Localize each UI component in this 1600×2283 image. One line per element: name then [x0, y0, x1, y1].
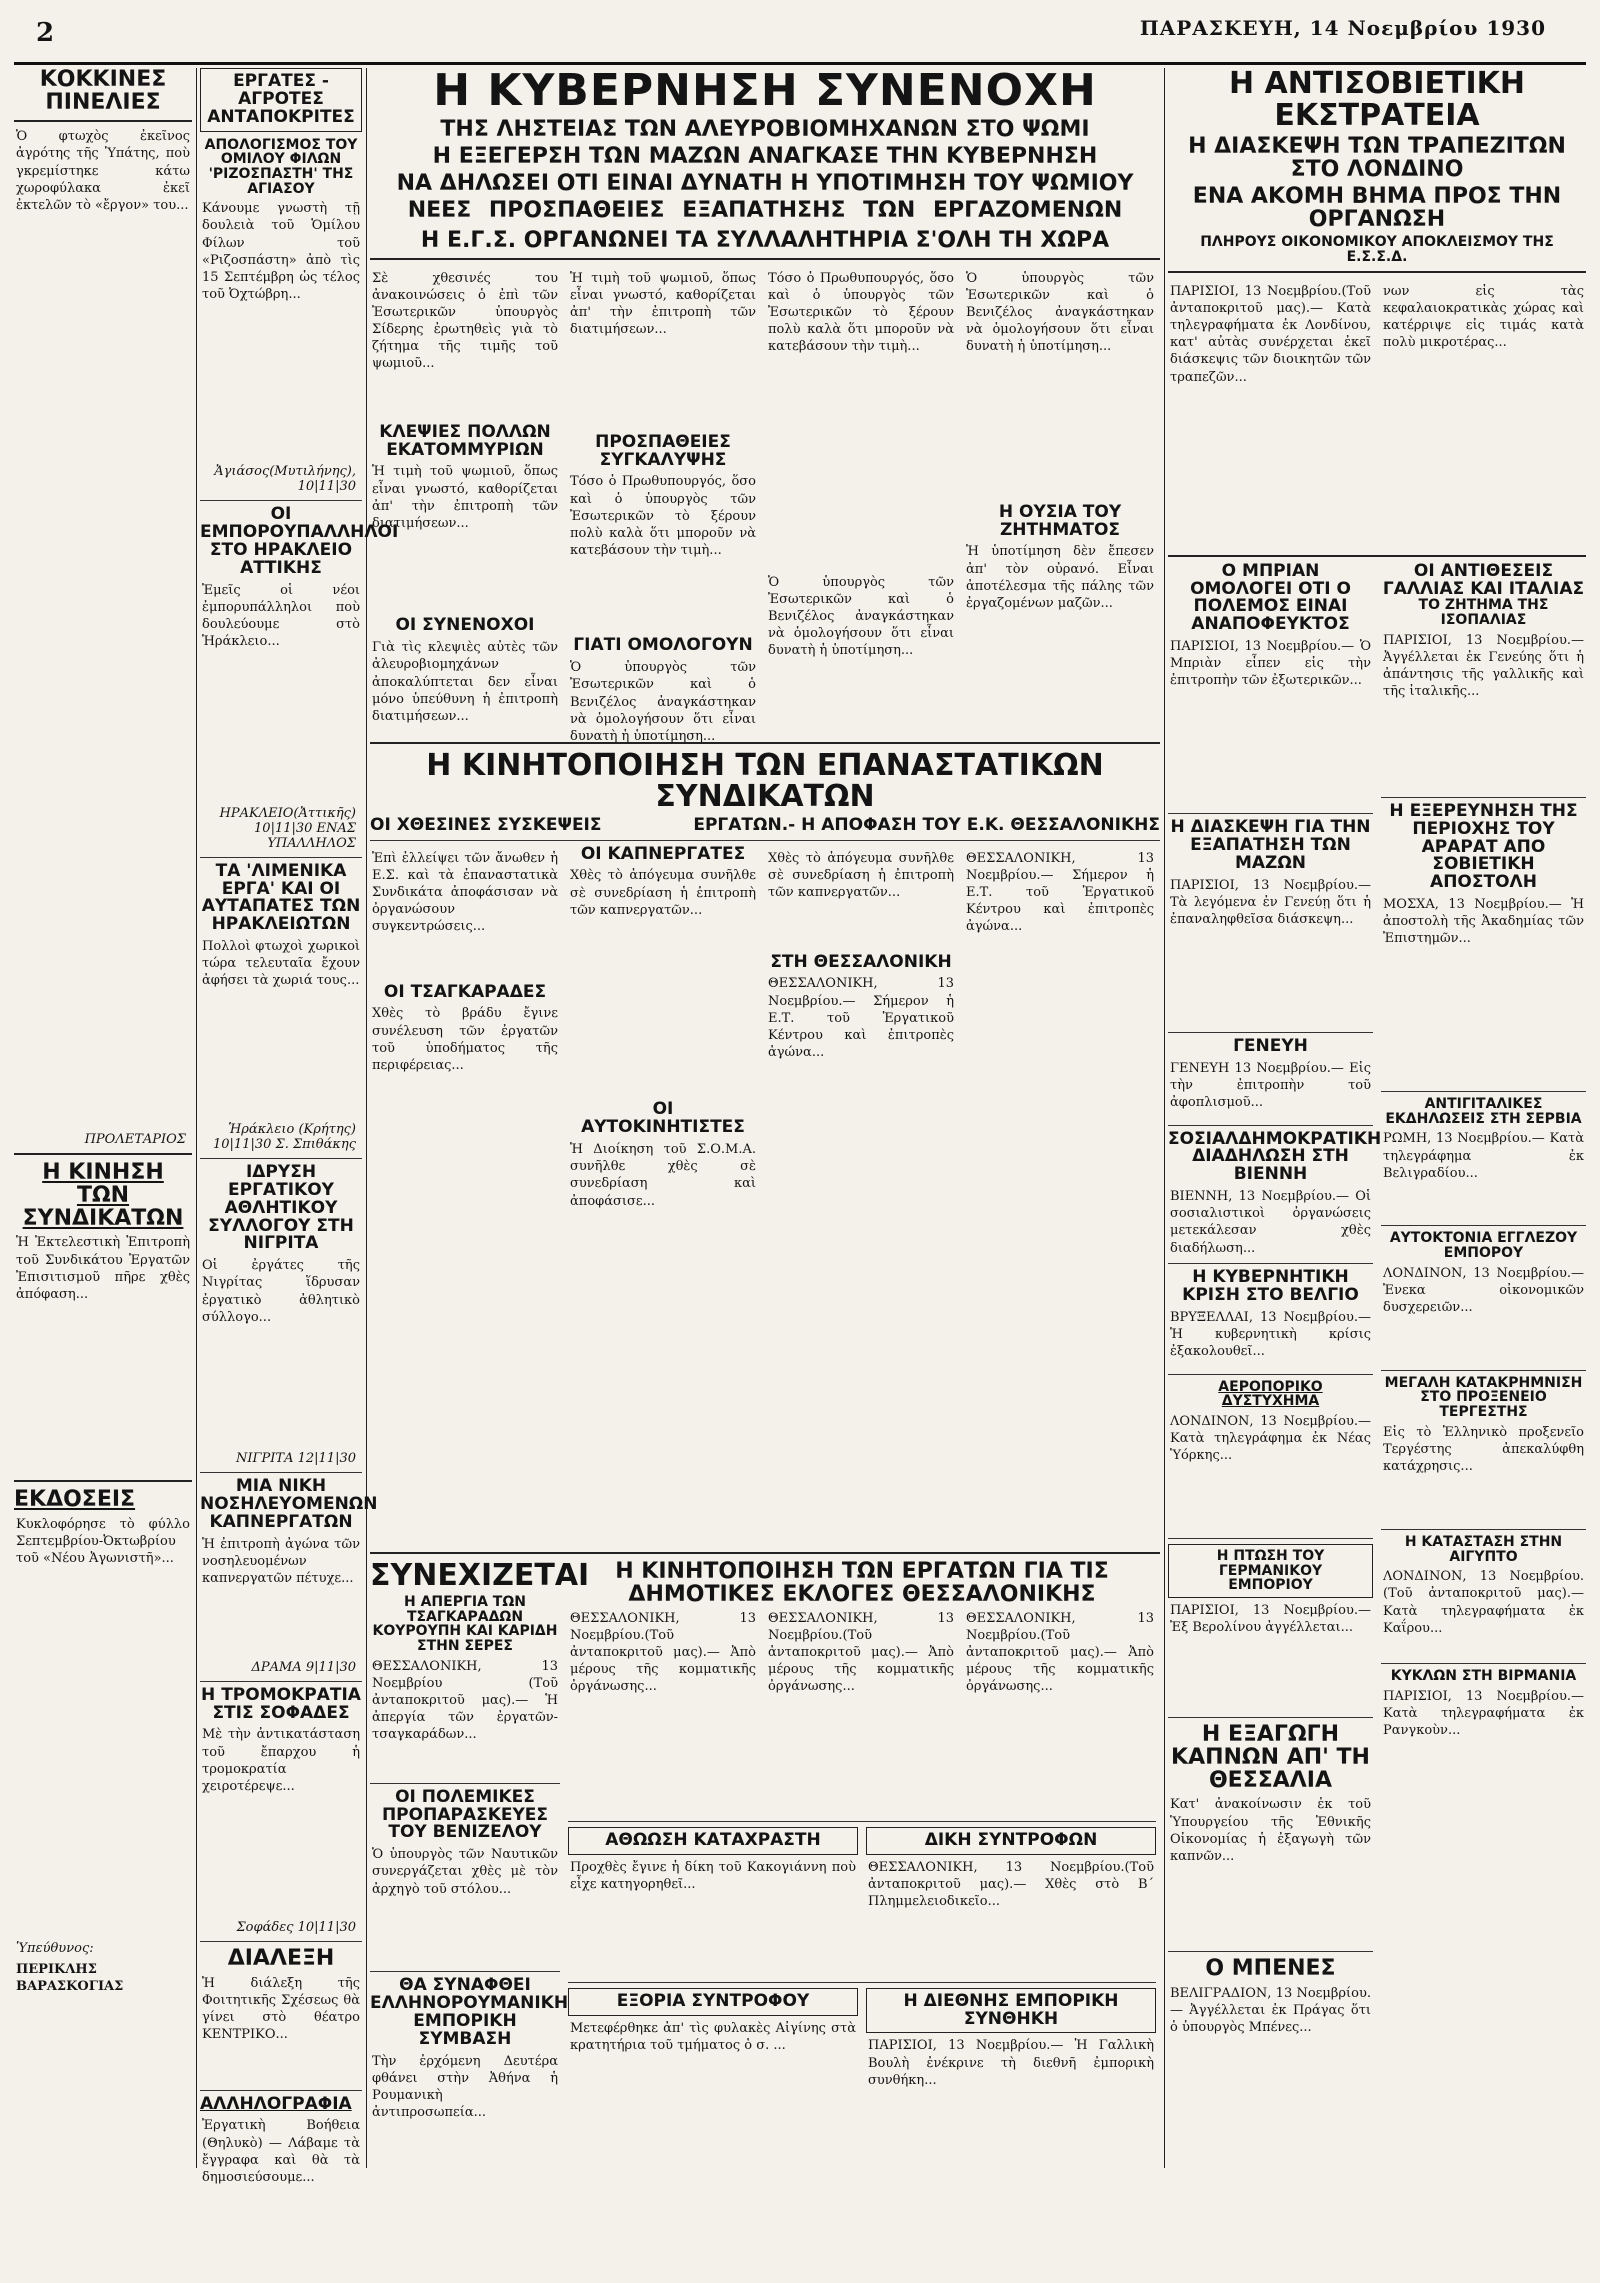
main-headline: Η ΚΥΒΕΡΝΗΣΗ ΣΥΝΕΝΟΧΗ: [433, 65, 1097, 116]
article-title: ΚΥΚΛΩΝ ΣΤΗ ΒΙΡΜΑΝΙΑ: [1390, 1668, 1577, 1685]
article-body: Ἐμεῖς οἱ νέοι ἐμπορυπάλληλοι ποὺ δουλεύουμε στὸ Ἡράκλειο...: [202, 582, 360, 650]
article-title: Ο ΜΠΕΝΕΣ: [1205, 1956, 1336, 1982]
article-body: Μετεφέρθηκε ἀπ' τὶς φυλακὲς Αἰγίνης στὰ κρατητήρια τοῦ τμήματος ὁ σ. ...: [570, 2020, 856, 2053]
article-body: ΠΑΡΙΣΙΟΙ, 13 Νοεμβρίου.(Τοῦ ἀνταποκριτοῦ μας).— Κατὰ τηλεγραφήματα ἐκ Λονδίνου, κατ' αὐτὰς συνέρχεται ἐκεῖ διάσκεψις τῶν διοικητῶν τῶν τραπεζῶν...: [1170, 283, 1371, 385]
article-title: ΙΔΡΥΣΗ ΕΡΓΑΤΙΚΟΥ ΑΘΛΗΤΙΚΟΥ ΣΥΛΛΟΓΟΥ ΣΤΗ ΝΙΓΡΙΤΑ: [208, 1162, 354, 1254]
article-title: Η ΕΞΕΡΕΥΝΗΣΗ ΤΗΣ ΠΕΡΙΟΧΗΣ ΤΟΥ ΑΡΑΡΑΤ ΑΠΟ ΣΟΒΙΕΤΙΚΗ ΑΠΟΣΤΟΛΗ: [1389, 800, 1578, 893]
article-signature: ΗΡΑΚΛΕΙΟ(Ἀττικῆς) 10|11|30 ΕΝΑΣ ΥΠΑΛΛΗΛΟΣ: [219, 805, 356, 851]
column-rule: [196, 68, 197, 2168]
center-section: [370, 65, 1160, 2168]
article-title: Ο ΜΠΡΙΑΝ ΟΜΟΛΟΓΕΙ ΟΤΙ Ο ΠΟΛΕΜΟΣ ΕΙΝΑΙ ΑΝΑΠΟΦΕΥΚΤΟΣ: [1190, 560, 1351, 635]
section-heading: ΠΡΟΣΠΑΘΕΙΕΣ ΣΥΓΚΑΛΥΨΗΣ: [595, 431, 731, 470]
article-body: Ἡ ὑποτίμηση δὲν ἔπεσεν ἀπ' τὸν οὐρανό. Εἶναι ἀποτέλεσμα τῆς πάλης τῶν ἐργαζομένων μαζῶν...: [966, 544, 1154, 611]
main-story: [1168, 279, 1586, 549]
article-body: Ὁ φτωχὸς ἐκεῖνος ἀγρότης τῆς Ὑπάτης, ποὺ γκρεμίστηκε κάτω χωροφύλακα ἐκεῖ ἐκτελῶν τὸ «ἔργον» του...: [16, 129, 190, 213]
article-body: ΛΟΝΔΙΝΟΝ, 13 Νοεμβρίου.— Ἐνεκα οἰκονομικῶν δυσχερειῶν...: [1383, 1265, 1584, 1316]
article-title: ΘΑ ΣΥΝΑΦΘΕΙ ΕΛΛΗΝΟΡΟΥΜΑΝΙΚΗ ΕΜΠΟΡΙΚΗ ΣΥΜΒΑΣΗ: [370, 1975, 569, 2049]
section-subheadline: ΕΡΓΑΤΩΝ.- Η ΑΠΟΦΑΣΗ ΤΟΥ Ε.Κ. ΘΕΣΣΑΛΟΝΙΚΗΣ: [693, 814, 1160, 835]
column-rule: [1164, 68, 1165, 2168]
lower-section: [370, 1557, 1160, 2121]
section-subheadline: ΟΙ ΧΘΕΣΙΝΕΣ ΣΥΣΚΕΨΕΙΣ: [370, 814, 602, 835]
article-body: Μὲ τὴν ἀντικατάσταση τοῦ ἔπαρχου ἡ τρομοκρατία χειροτέρεψε...: [202, 1727, 360, 1794]
article-body: Ἡ Διοίκηση τοῦ Σ.Ο.Μ.Α. συνῆλθε χθὲς σὲ συνεδρίαση καὶ ἀποφάσισε...: [570, 1142, 756, 1209]
article-body: ΘΕΣΣΑΛΟΝΙΚΗ, 13 Νοεμβρίου (Τοῦ ἀνταποκριτοῦ μας).— Ἡ ἀπεργία τῶν ἐργατῶν-τσαγκαράδων...: [372, 1658, 558, 1743]
editor-name: ΠΕΡΙΚΛΗΣ ΒΑΡΑΣΚΟΓΙΑΣ: [16, 1961, 124, 1994]
section-headline: Η ΚΙΝΗΤΟΠΟΙΗΣΗ ΤΩΝ ΕΠΑΝΑΣΤΑΤΙΚΩΝ ΣΥΝΔΙΚΑΤΩΝ: [426, 747, 1104, 815]
article-body: Σὲ χθεσινές του ἀνακοινώσεις ὁ ἐπὶ τῶν Ἐσωτερικῶν ὑπουργὸς Σίδερης ἐρωτηθεὶς γιὰ τὸ ζήτημα τῆς τιμῆς τοῦ ψωμιοῦ...: [372, 270, 558, 372]
article-body: Εἰς τὸ Ἑλληνικὸ προξενεῖο Τεργέστης ἀπεκαλύφθη κατάχρησις...: [1383, 1424, 1584, 1475]
main-subheadline: ΝΕΕΣ ΠΡΟΣΠΑΘΕΙΕΣ ΕΞΑΠΑΤΗΣΗΣ ΤΩΝ ΕΡΓΑΖΟΜΕΝΩΝ: [407, 198, 1123, 224]
article-body: ΠΑΡΙΣΙΟΙ, 13 Νοεμβρίου.— Ἀγγέλλεται ἐκ Γενεύης ὅτι ἡ ἀπάντησις τῆς γαλλικῆς καὶ τῆς ἰταλικῆς...: [1383, 632, 1584, 700]
article-signature: ΠΡΟΛΕΤΑΡΙΟΣ: [84, 1132, 186, 1148]
main-headline: Η ΑΝΤΙΣΟΒΙΕΤΙΚΗ ΕΚΣΤΡΑΤΕΙΑ: [1228, 66, 1525, 133]
article-body: ΘΕΣΣΑΛΟΝΙΚΗ, 13 Νοεμβρίου.— Σήμερον ἡ Ε.Τ. τοῦ Ἐργατικοῦ Κέντρου καὶ ἐπιτροπὲς ἀγώνα...: [768, 976, 954, 1060]
article-signature: Ἡράκλειο (Κρήτης) 10|11|30 Σ. Σπιθάκης: [212, 1122, 356, 1153]
section-heading: ΟΙ ΚΑΠΝΕΡΓΑΤΕΣ: [580, 843, 746, 864]
section-heading: Η ΟΥΣΙΑ ΤΟΥ ΖΗΤΗΜΑΤΟΣ: [998, 501, 1122, 540]
article-title: ΔΙΚΗ ΣΥΝΤΡΟΦΩΝ: [924, 1829, 1098, 1850]
section-heading: ΣΤΗ ΘΕΣΣΑΛΟΝΙΚΗ: [770, 951, 952, 972]
right-section: [1168, 68, 1586, 2168]
section-heading: ΓΙΑΤΙ ΟΜΟΛΟΓΟΥΝ: [573, 635, 753, 656]
main-subheadline: ΠΛΗΡΟΥΣ ΟΙΚΟΝΟΜΙΚΟΥ ΑΠΟΚΛΕΙΣΜΟΥ ΤΗΣ Ε.Σ.Σ.Δ.: [1200, 234, 1554, 266]
article-body: ΜΟΣΧΑ, 13 Νοεμβρίου.— Ἡ ἀποστολὴ τῆς Ἀκαδημίας τῶν Ἐπιστημῶν...: [1383, 897, 1584, 947]
article-body: Ἡ διάλεξη τῆς Φοιτητικῆς Σχέσεως θὰ γίνει στὸ θέατρο ΚΕΝΤΡΙΚΟ...: [202, 1975, 360, 2043]
editor-label: Ὑπεύθυνος:: [16, 1940, 94, 1956]
section-heading: ΟΙ ΣΥΝΕΝΟΧΟΙ: [395, 615, 535, 636]
article-title: ΑΘΩΩΣΗ ΚΑΤΑΧΡΑΣΤΗ: [605, 1829, 821, 1850]
article-title: ΜΕΓΑΛΗ ΚΑΤΑΚΡΗΜΝΙΣΗ ΣΤΟ ΠΡΟΞΕΝΕΙΟ ΤΕΡΓΕΣΤΗΣ: [1384, 1374, 1583, 1421]
article-title-box: [200, 68, 362, 132]
article-subtitle: ΑΠΟΛΟΓΙΣΜΟΣ ΤΟΥ ΟΜΙΛΟΥ ΦΙΛΩΝ 'ΡΙΖΟΣΠΑΣΤΗ' ΤΗΣ ΑΓΙΑΣΟΥ: [204, 136, 358, 197]
article-title: ΜΙΑ ΝΙΚΗ ΝΟΣΗΛΕΥΟΜΕΝΩΝ ΚΑΠΝΕΡΓΑΤΩΝ: [200, 1476, 378, 1532]
main-subheadline: Η Ε.Γ.Σ. ΟΡΓΑΝΩΝΕΙ ΤΑ ΣΥΛΛΑΛΗΤΗΡΙΑ Σ'ΟΛΗ ΤΗ ΧΩΡΑ: [420, 227, 1110, 253]
article-body: ΠΑΡΙΣΙΟΙ, 13 Νοεμβρίου.— Ὁ Μπριὰν εἶπεν εἰς τὴν ἐπιτροπὴν τῶν ἐξωτερικῶν...: [1170, 639, 1371, 689]
column-second: [200, 68, 399, 2185]
article-body: Ἡ Ἐκτελεστικὴ Ἐπιτροπὴ τοῦ Συνδικάτου Ἐργατῶν Ἐπισιτισμοῦ πῆρε χθὲς ἀπόφαση...: [16, 1235, 190, 1302]
main-subheadline: Η ΕΞΕΓΕΡΣΗ ΤΩΝ ΜΑΖΩΝ ΑΝΑΓΚΑΣΕ ΤΗΝ ΚΥΒΕΡΝΗΣΗ: [432, 144, 1098, 170]
section-heading: ΟΙ ΑΥΤΟΚΙΝΗΤΙΣΤΕΣ: [581, 1099, 745, 1138]
article-body: ΒΙΕΝΝΗ, 13 Νοεμβρίου.— Οἱ σοσιαλιστικοὶ ὀργανώσεις μετεκάλεσαν χθὲς διαδήλωση...: [1170, 1189, 1371, 1256]
article-title: ΤΑ 'ΛΙΜΕΝΙΚΑ ΕΡΓΑ' ΚΑΙ ΟΙ ΑΥΤΑΠΑΤΕΣ ΤΩΝ ΗΡΑΚΛΕΙΩΤΩΝ: [201, 860, 361, 935]
column-rule: [366, 68, 367, 2168]
article-body: Ἐργατικὴ Βοήθεια (Θηλυκὸ) — Λάβαμε τὰ ἔγγραφα καὶ θὰ τὰ δημοσιεύσουμε...: [202, 2118, 360, 2185]
section-subheadline-row: [370, 814, 1160, 835]
article-title: ΔΙΑΛΕΞΗ: [227, 1946, 335, 1972]
article-body: ΘΕΣΣΑΛΟΝΙΚΗ, 13 Νοεμβρίου.(Τοῦ ἀνταποκριτοῦ μας).— Ἀπὸ μέρους τῆς κομματικῆς ὀργάνωσης...: [768, 1610, 954, 1695]
article-body: Ἡ τιμὴ τοῦ ψωμιοῦ, ὅπως εἶναι γνωστό, καθορίζεται ἀπ' τὴν ἐπιτροπὴ τῶν διατιμήσεων...: [372, 464, 558, 531]
article-body: Τόσο ὁ Πρωθυπουργός, ὅσο καὶ ὁ ὑπουργὸς τῶν Ἐσωτερικῶν τὸ ξέρουν πολὺ καλὰ ὅτι μποροῦν νὰ κατεβάσουν τὴν τιμὴ...: [768, 270, 954, 355]
article-body: ΠΑΡΙΣΙΟΙ, 13 Νοεμβρίου.— Κατὰ τηλεγραφήματα ἐκ Ρανγκοὺν...: [1383, 1688, 1584, 1739]
article-body: Πολλοὶ φτωχοὶ χωρικοὶ τώρα τελευταῖα ἔχουν ἀφήσει τὰ χωριά τους...: [202, 939, 360, 989]
article-title: Η ΚΥΒΕΡΝΗΤΙΚΗ ΚΡΙΣΗ ΣΤΟ ΒΕΛΓΙΟ: [1182, 1267, 1359, 1305]
article-title: Η ΕΞΑΓΩΓΗ ΚΑΠΝΩΝ ΑΠ' ΤΗ ΘΕΣΣΑΛΙΑ: [1171, 1722, 1370, 1794]
article-title: Η ΚΙΝΗΣΗ ΤΩΝ ΣΥΝΔΙΚΑΤΩΝ: [22, 1160, 184, 1232]
article-body: Ὁ ὑπουργὸς τῶν Ναυτικῶν συνεργάζεται χθὲς μὲ τὸν ἀρχηγὸ τοῦ στόλου...: [372, 1847, 558, 1897]
article-body: Ὁ ὑπουργὸς τῶν Ἐσωτερικῶν καὶ ὁ Βενιζέλος ἀναγκάστηκαν νὰ ὁμολογήσουν ὅτι εἶναι δυνατὴ ἡ ὑποτίμηση...: [768, 574, 954, 659]
article-signature: ΝΙΓΡΙΤΑ 12|11|30: [236, 1451, 356, 1467]
article-title: ΟΙ ΕΜΠΟΡΟΥΠΑΛΛΗΛΟΙ ΣΤΟ ΗΡΑΚΛΕΙΟ ΑΤΤΙΚΗΣ: [200, 504, 399, 578]
article-title: ΟΙ ΠΟΛΕΜΙΚΕΣ ΠΡΟΠΑΡΑΣΚΕΥΕΣ ΤΟΥ ΒΕΝΙΖΕΛΟΥ: [381, 1786, 549, 1843]
article-title: ΑΥΤΟΚΤΟΝΙΑ ΕΓΓΛΕΖΟΥ ΕΜΠΟΡΟΥ: [1389, 1230, 1578, 1262]
article-body: Τόσο ὁ Πρωθυπουργός, ὅσο καὶ ὁ ὑπουργὸς τῶν Ἐσωτερικῶν τὸ ξέρουν πολὺ καλὰ ὅτι μποροῦν νὰ κατεβάσουν τὴν τιμὴ...: [570, 474, 756, 558]
main-subheadline: ΕΝΑ ΑΚΟΜΗ ΒΗΜΑ ΠΡΟΣ ΤΗΝ ΟΡΓΑΝΩΣΗ: [1192, 184, 1562, 233]
article-title: ΣΥΝΕΧΙΖΕΤΑΙ: [370, 1557, 590, 1593]
article-body: Κυκλοφόρησε τὸ φύλλο Σεπτεμβρίου-Ὀκτωβρίου τοῦ «Νέου Ἀγωνιστῆ»...: [16, 1516, 190, 1566]
newspaper-page: [14, 10, 1586, 2185]
article-title: ΕΞΟΡΙΑ ΣΥΝΤΡΟΦΟΥ: [616, 1990, 810, 2011]
article-title: ΕΚΔΟΣΕΙΣ: [14, 1487, 136, 1513]
article-body: Οἱ ἐργάτες τῆς Νιγρίτας ἵδρυσαν ἐργατικὸ ἀθλητικὸ σύλλογο...: [202, 1258, 360, 1325]
article-body: ΘΕΣΣΑΛΟΝΙΚΗ, 13 Νοεμβρίου.(Τοῦ ἀνταποκριτοῦ μας).— Ἀπὸ μέρους τῆς κομματικῆς ὀργάνωσης...: [570, 1610, 756, 1695]
article-signature: Ἀγιάσος(Μυτιλήνης), 10|11|30: [214, 464, 356, 495]
column-left: [14, 68, 192, 2168]
article-body: ΠΑΡΙΣΙΟΙ, 13 Νοεμβρίου.— Ἐξ Βερολίνου ἀγγέλλεται...: [1170, 1603, 1371, 1636]
date-line: ΠΑΡΑΣΚΕΥΗ, 14 Νοεμβρίου 1930: [1139, 16, 1546, 40]
article-body: Κάνουμε γνωστὴ τῇ δουλειὰ τοῦ Ὁμίλου Φίλων τοῦ «Ριζοσπάστη» ἀπὸ τὶς 15 Σεπτέμβρη ὡς τέλος τοῦ Ὀχτώβρη...: [202, 201, 360, 303]
article-subtitle: Η ΑΠΕΡΓΙΑ ΤΩΝ ΤΣΑΓΚΑΡΑΔΩΝ ΚΟΥΡΟΥΠΗ ΚΑΙ ΚΑΡΙΔΗ ΣΤΗΝ ΣΕΡΕΣ: [372, 1594, 558, 1655]
article-body: Χθὲς τὸ ἀπόγευμα συνῆλθε σὲ συνεδρίαση ἡ ἐπιτροπὴ τῶν καπνεργατῶν...: [768, 850, 954, 900]
article-body: Ἡ ἐπιτροπὴ ἀγώνα τῶν νοσηλευομένων καπνεργατῶν πέτυχε...: [202, 1536, 360, 1587]
article-body: Χθὲς τὸ βράδυ ἔγινε συνέλευση τῶν ἐργατῶν τοῦ ὑποδήματος τῆς περιφέρειας...: [372, 1006, 558, 1073]
section-heading: ΟΙ ΤΣΑΓΚΑΡΑΔΕΣ: [383, 981, 547, 1002]
article-title: ΟΙ ΑΝΤΙΘΕΣΕΙΣ ΓΑΛΛΙΑΣ ΚΑΙ ΙΤΑΛΙΑΣ: [1382, 560, 1585, 599]
article-body: Χθὲς τὸ ἀπόγευμα συνῆλθε σὲ συνεδρίαση ἡ ἐπιτροπὴ τῶν καπνεργατῶν...: [570, 868, 756, 918]
article-body: Ἡ τιμὴ τοῦ ψωμιοῦ, ὅπως εἶναι γνωστό, καθορίζεται ἀπ' τὴν ἐπιτροπὴ τῶν διατιμήσεων...: [570, 270, 756, 338]
article-body: Προχθὲς ἔγινε ἡ δίκη τοῦ Κακογιάννη ποὺ εἶχε κατηγορηθεῖ...: [570, 1859, 856, 1892]
main-subheadline: Η ΔΙΑΣΚΕΨΗ ΤΩΝ ΤΡΑΠΕΖΙΤΩΝ ΣΤΟ ΛΟΝΔΙΝΟ: [1188, 134, 1566, 183]
page-header: [14, 10, 1586, 65]
page-number: 2: [36, 18, 55, 48]
article-title: Η ΠΤΩΣΗ ΤΟΥ ΓΕΡΜΑΝΙΚΟΥ ΕΜΠΟΡΙΟΥ: [1216, 1548, 1325, 1594]
article-signature: Σοφάδες 10|11|30: [236, 1920, 356, 1936]
article-body: ΠΑΡΙΣΙΟΙ, 13 Νοεμβρίου.— Τὰ λεγόμενα ἐν Γενεύῃ ὅτι ἡ ἐπαναληφθεῖσα διάσκεψη...: [1170, 877, 1371, 927]
article-title: ΑΝΤΙΓΙΤΑΛΙΚΕΣ ΕΚΔΗΛΩΣΕΙΣ ΣΤΗ ΣΕΡΒΙΑ: [1385, 1096, 1582, 1127]
article-body: ΒΡΥΞΕΛΛΑΙ, 13 Νοεμβρίου.— Ἡ κυβερνητικὴ κρίσις ἐξακολουθεῖ...: [1170, 1309, 1371, 1360]
article-title: ΑΕΡΟΠΟΡΙΚΟ ΔΥΣΤΥΧΗΜΑ: [1218, 1378, 1323, 1410]
article-body: Ἐπὶ ἐλλείψει τῶν ἄνωθεν ἡ Ε.Σ. καὶ τὰ ἐπαναστατικὰ Συνδικάτα ἀποφάσισαν νὰ ὀργανώσουν συγκεντρώσεις...: [372, 850, 558, 935]
article-title: ΚΟΚΚΙΝΕΣ ΠΙΝΕΛΙΕΣ: [39, 67, 167, 116]
article-title: ΕΡΓΑΤΕΣ - ΑΓΡΟΤΕΣ ΑΝΤΑΠΟΚΡΙΤΕΣ: [207, 71, 355, 127]
article-body: νων εἰς τὰς κεφαλαιοκρατικὰς χώρας καὶ κατέρριψε εἰς τιμάς κατὰ πολὺ μικροτέρας...: [1383, 283, 1584, 351]
article-body: ΠΑΡΙΣΙΟΙ, 13 Νοεμβρίου.— Ἡ Γαλλικὴ Βουλὴ ἐνέκρινε τὴ διεθνῆ ἐμπορικὴ συνθήκη...: [868, 2038, 1154, 2088]
article-title: ΣΟΣΙΑΛΔΗΜΟΚΡΑΤΙΚΗ ΔΙΑΔΗΛΩΣΗ ΣΤΗ ΒΙΕΝΝΗ: [1168, 1128, 1382, 1185]
main-story: [370, 266, 1160, 744]
right-subcolumn-right: [1381, 560, 1586, 2283]
mobilization-story: [370, 843, 1160, 1546]
article-body: ΡΩΜΗ, 13 Νοεμβρίου.— Κατὰ τηλεγράφημα ἐκ Βελιγραδίου...: [1383, 1131, 1584, 1181]
article-title: Η ΔΙΑΣΚΕΨΗ ΓΙΑ ΤΗΝ ΕΞΑΠΑΤΗΣΗ ΤΩΝ ΜΑΖΩΝ: [1170, 817, 1371, 873]
article-body: ΛΟΝΔΙΝΟΝ, 13 Νοεμβρίου.(Τοῦ ἀνταποκριτοῦ μας).— Κατὰ τηλεγραφήματα ἐκ Καΐρου...: [1383, 1569, 1584, 1636]
article-body: Γιὰ τὶς κλεψιὲς αὐτὲς τῶν ἀλευροβιομηχάνων ἀποκαλύπτεται δεν εἶναι μόνο ὑπεύθυνη ἡ ἐπιτροπὴ διατιμήσεων...: [372, 640, 558, 724]
article-body: ΛΟΝΔΙΝΟΝ, 13 Νοεμβρίου.— Κατὰ τηλεγράφημα ἐκ Νέας Ὑόρκης...: [1170, 1414, 1371, 1464]
article-body: ΘΕΣΣΑΛΟΝΙΚΗ, 13 Νοεμβρίου.(Τοῦ ἀνταποκριτοῦ μας).— Χθὲς στὸ Β΄ Πλημμελειοδικεῖο...: [868, 1859, 1154, 1909]
article-body: Ὁ ὑπουργὸς τῶν Ἐσωτερικῶν καὶ ὁ Βενιζέλος ἀναγκάστηκαν νὰ ὁμολογήσουν ὅτι εἶναι δυνατὴ ἡ ὑποτίμηση...: [966, 270, 1154, 355]
article-subtitle: ΤΟ ΖΗΤΗΜΑ ΤΗΣ ΙΣΟΠΑΛΙΑΣ: [1418, 597, 1549, 629]
article-body: ΘΕΣΣΑΛΟΝΙΚΗ, 13 Νοεμβρίου.(Τοῦ ἀνταποκριτοῦ μας).— Ἀπὸ μέρους τῆς κομματικῆς ὀργάνωσης...: [966, 1610, 1154, 1695]
article-body: Τὴν ἐρχόμενη Δευτέρα φθάνει στὴν Ἀθήνα ἡ Ρουμανικὴ ἀντιπροσωπεία...: [372, 2053, 558, 2121]
article-signature: ΔΡΑΜΑ 9|11|30: [251, 1659, 356, 1675]
article-body: ΒΕΛΙΓΡΑΔΙΟΝ, 13 Νοεμβρίου.— Ἀγγέλλεται ἐκ Πράγας ὅτι ὁ ὑπουργὸς Μπένες...: [1170, 1985, 1371, 2035]
right-subcolumn-left: [1168, 560, 1382, 2283]
article-title: Η ΔΙΕΘΝΗΣ ΕΜΠΟΡΙΚΗ ΣΥΝΘΗΚΗ: [903, 1990, 1119, 2029]
article-body: ΓΕΝΕΥΗ 13 Νοεμβρίου.— Εἰς τὴν ἐπιτροπὴν τοῦ ἀφοπλισμοῦ...: [1170, 1060, 1371, 1110]
article-body: Ὁ ὑπουργὸς τῶν Ἐσωτερικῶν καὶ ὁ Βενιζέλος ἀναγκάστηκαν νὰ ὁμολογήσουν ὅτι εἶναι δυνατὴ ἡ ὑποτίμηση...: [570, 660, 756, 744]
article-title: Η ΚΑΤΑΣΤΑΣΗ ΣΤΗΝ ΑΙΓΥΠΤΟ: [1404, 1533, 1563, 1565]
main-subheadline: ΝΑ ΔΗΛΩΣΕΙ ΟΤΙ ΕΙΝΑΙ ΔΥΝΑΤΗ Η ΥΠΟΤΙΜΗΣΗ ΤΟΥ ΨΩΜΙΟΥ: [396, 171, 1134, 197]
article-title: Η ΤΡΟΜΟΚΡΑΤΙΑ ΣΤΙΣ ΣΟΦΑΔΕΣ: [201, 1684, 361, 1723]
article-title: Η ΚΙΝΗΤΟΠΟΙΗΣΗ ΤΩΝ ΕΡΓΑΤΩΝ ΓΙΑ ΤΙΣ ΔΗΜΟΤΙΚΕΣ ΕΚΛΟΓΕΣ ΘΕΣΣΑΛΟΝΙΚΗΣ: [615, 1558, 1109, 1607]
article-body: Κατ' ἀνακοίνωσιν ἐκ τοῦ Ὑπουργείου τῆς Ἐθνικῆς Οἰκονομίας ἡ ἐξαγωγὴ τῶν καπνῶν...: [1170, 1797, 1371, 1864]
article-body: ΘΕΣΣΑΛΟΝΙΚΗ, 13 Νοεμβρίου.— Σήμερον ἡ Ε.Τ. τοῦ Ἐργατικοῦ Κέντρου καὶ ἐπιτροπὲς ἀγώνα...: [966, 850, 1154, 935]
main-subheadline: ΤΗΣ ΛΗΣΤΕΙΑΣ ΤΩΝ ΑΛΕΥΡΟΒΙΟΜΗΧΑΝΩΝ ΣΤΟ ΨΩΜΙ: [440, 117, 1090, 143]
article-title: ΓΕΝΕΥΗ: [1233, 1035, 1308, 1056]
article-title: ΑΛΛΗΛΟΓΡΑΦΙΑ: [200, 2093, 352, 2114]
section-heading: ΚΛΕΨΙΕΣ ΠΟΛΛΩΝ ΕΚΑΤΟΜΜΥΡΙΩΝ: [379, 421, 551, 460]
